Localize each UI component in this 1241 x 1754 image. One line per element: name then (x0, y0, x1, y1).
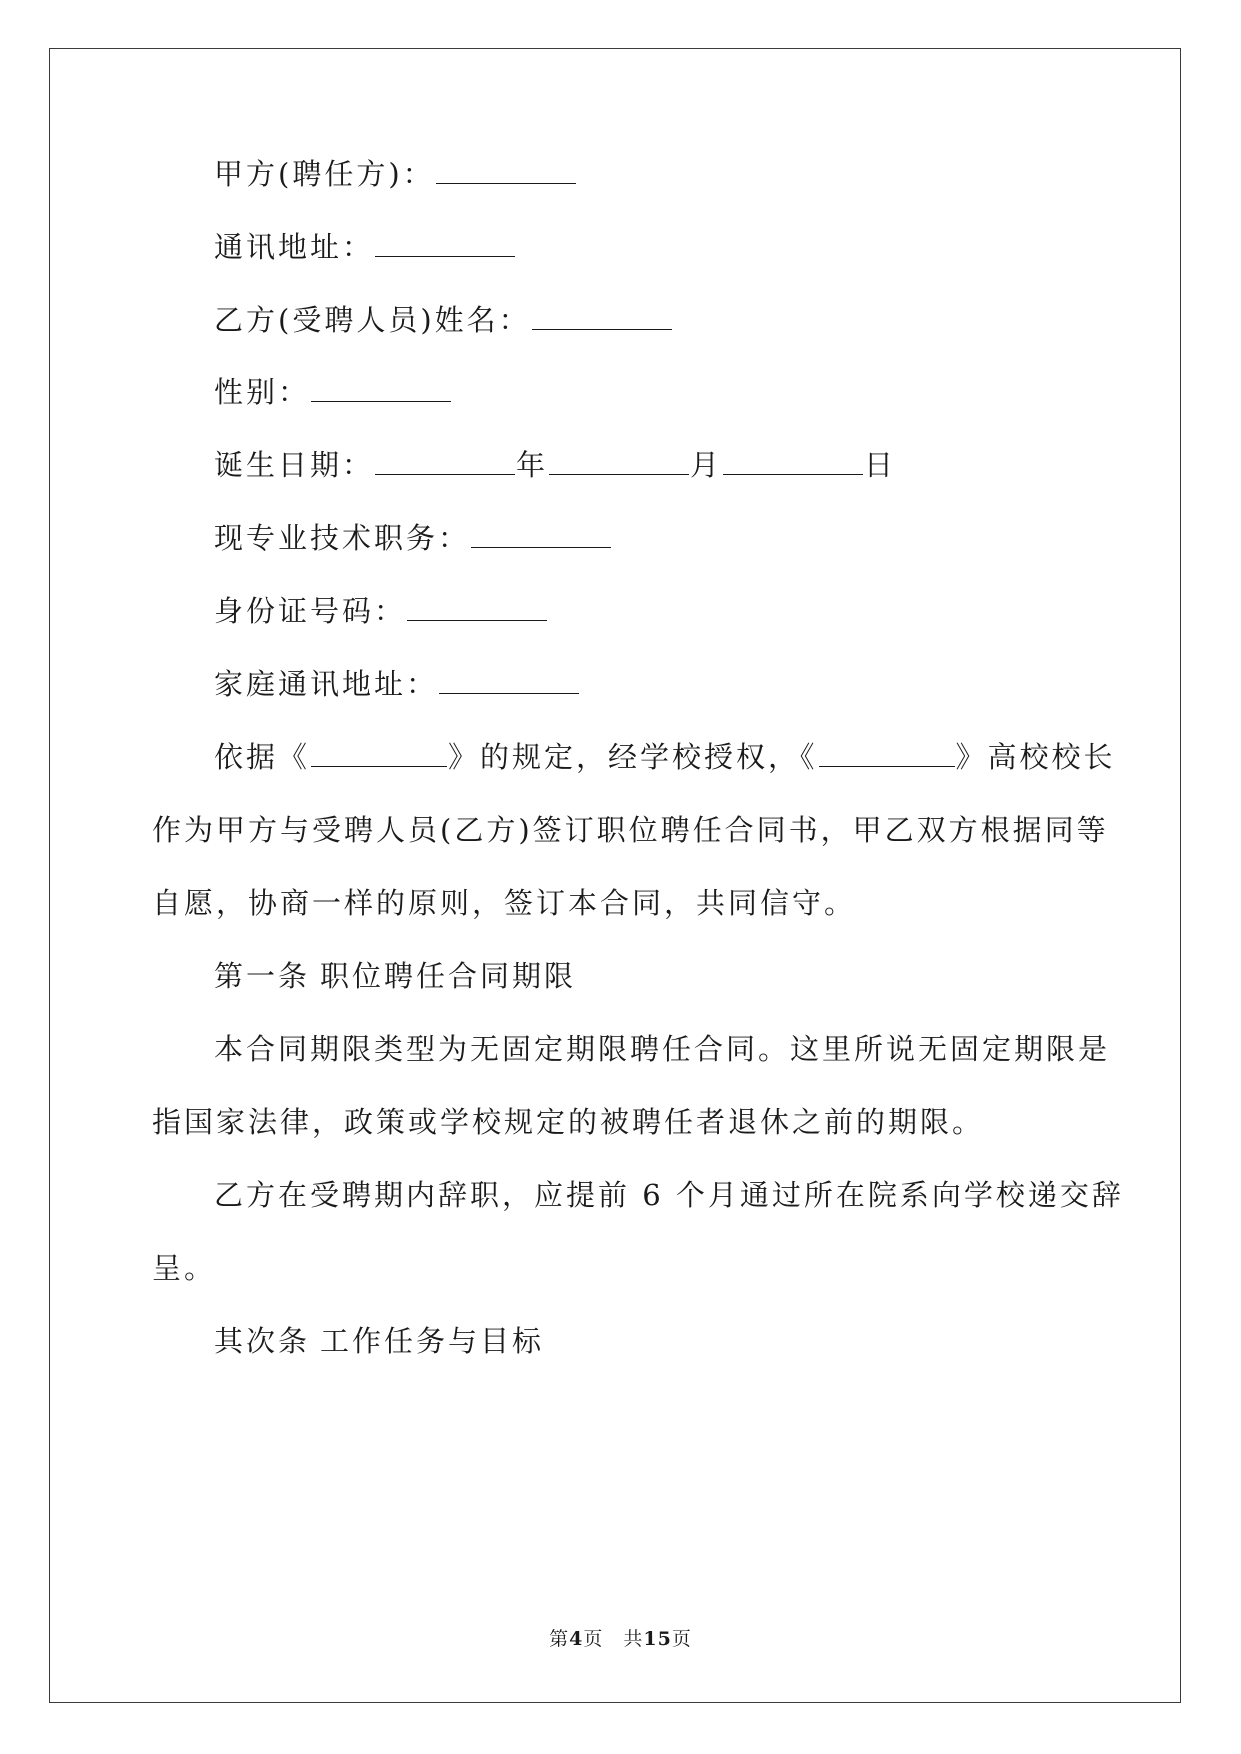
article-1-line-3: 乙方在受聘期内辞职，应提前 6 个月通过所在院系向学校递交辞 (214, 1178, 1124, 1212)
school-name-blank (819, 740, 955, 767)
birth-year-label: 年 (516, 448, 549, 482)
page-border (49, 48, 1181, 1703)
preamble-line-1 (214, 737, 1154, 777)
birth-day-label: 日 (864, 448, 897, 482)
home-address-label: 家庭通讯地址： (214, 667, 439, 701)
page-mid: 页 共 (583, 1628, 644, 1650)
preamble-text-b: 》的规定，经学校授权，《 (448, 740, 818, 774)
page-total: 15 (643, 1628, 672, 1650)
title-blank (471, 521, 611, 548)
title-label: 现专业技术职务： (214, 521, 471, 555)
address-blank (375, 230, 515, 257)
birth-month-label: 月 (690, 448, 723, 482)
article-2-number: 其次条 (214, 1324, 311, 1358)
article-2-heading (214, 1321, 1154, 1361)
form-line-birth-date (214, 445, 1154, 485)
address-label: 通讯地址： (214, 230, 375, 264)
id-number-label: 身份证号码： (214, 594, 407, 628)
page-number: 4 (569, 1628, 584, 1650)
gender-blank (311, 375, 451, 402)
article-2-title: 工作任务与目标 (320, 1324, 545, 1358)
article-1-line-4: 呈。 (152, 1251, 217, 1285)
party-b-name-blank (532, 303, 672, 330)
birth-month-blank (549, 448, 689, 475)
birth-year-blank (375, 448, 515, 475)
preamble-text-c: 》高校校长 (955, 740, 1116, 774)
law-name-blank (311, 740, 447, 767)
article-1-heading (214, 956, 1154, 996)
form-line-gender (214, 372, 1154, 412)
home-address-blank (439, 667, 579, 694)
form-line-id (214, 591, 1154, 631)
party-a-blank (436, 157, 576, 184)
article-1-line-2: 指国家法律，政策或学校规定的被聘任者退休之前的期限。 (152, 1105, 985, 1139)
preamble-line-2: 作为甲方与受聘人员(乙方)签订职位聘任合同书，甲乙双方根据同等 (152, 813, 1109, 847)
form-line-title (214, 518, 1154, 558)
page-footer (0, 1624, 1241, 1651)
preamble-text-a: 依据《 (214, 740, 311, 774)
page-prefix: 第 (549, 1628, 570, 1650)
party-a-label: 甲方(聘任方)： (214, 157, 435, 191)
page-suffix: 页 (671, 1628, 692, 1650)
gender-label: 性别： (214, 375, 311, 409)
birth-date-label: 诞生日期： (214, 448, 375, 482)
party-b-name-label: 乙方(受聘人员)姓名： (214, 303, 531, 337)
article-1-title: 职位聘任合同期限 (320, 959, 577, 993)
birth-day-blank (723, 448, 863, 475)
article-1-number: 第一条 (214, 959, 311, 993)
preamble-line-3: 自愿，协商一样的原则，签订本合同，共同信守。 (152, 886, 857, 920)
id-number-blank (407, 594, 547, 621)
article-1-line-1: 本合同期限类型为无固定期限聘任合同。这里所说无固定期限是 (214, 1032, 1111, 1066)
form-line-party-b (214, 300, 1154, 340)
form-line-party-a (214, 154, 1154, 194)
form-line-address (214, 227, 1154, 267)
form-line-home-address (214, 664, 1154, 704)
